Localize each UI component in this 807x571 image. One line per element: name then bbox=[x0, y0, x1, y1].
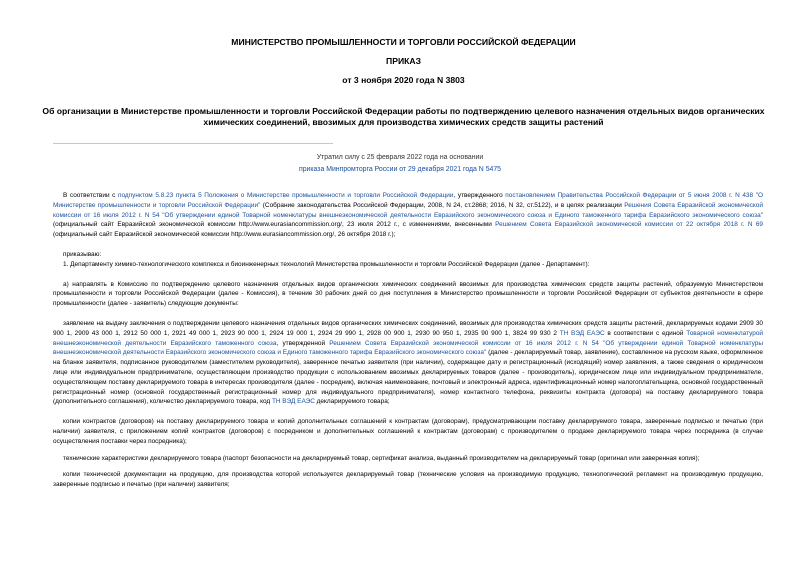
item-a: а) направлять в Комиссию по подтверждению целевого назначения отдельных видов органических химических соединений ввозимых для производства химических средств защиты растений, образуемую Министерством промышленности и торговли Российской Федерации (далее - Комиссия), в течение 30 рабочих дней со дня поступления в Министерство промышленности и торговли Российской Федерации от субъектов деятельности в сфере промышленности (далее - заявитель) следующие документы: bbox=[53, 280, 763, 308]
tn-ved-link-2[interactable]: ТН ВЭД ЕАЭС bbox=[271, 398, 315, 406]
order-word: приказываю: bbox=[63, 250, 102, 258]
copies-contracts-paragraph: копии контрактов (договоров) на поставку декларируемого товара и копий дополнительных соглашений к контрактам (договорам), предусматривающим поставку декларируемого товара, заверенные подписью и печатью (при наличии) заявителя, с приложением копий контрактов (договоров) с посредником и дополнительных соглашений к контрактам (договорам) с производителем о продаже декларируемого товара через посредника (в случае осуществления поставки через посредника); bbox=[53, 418, 763, 445]
status-note bbox=[200, 152, 600, 176]
government-decree-link[interactable]: постановлением Правительства Российской Федерации от 5 июня 2008 г. N 438 "О Министерстве промышленности и торговли Российской Федерации" bbox=[53, 192, 763, 209]
doc-date-number: от 3 ноября 2020 года N 3803 bbox=[342, 75, 465, 85]
application-paragraph: заявление на выдачу заключения о подтверждении целевого назначения отдельных видов органических химических соединений, ввозимых для производства химических средств защиты растений, декларируемых кодами 2909 30 900 1, 2909 43 000 1, 2912 50 000 1, 2921 49 000 1, 2923 90 000 1, 2924 19 000 1, 2924 29 990 1, 2928 00 900 1, 2930 90 950 1, 2935 90 900 1, 3824 99 930 2 ТН ВЭД ЕАЭС в соответствии с единой Товарной номенклатурой внешнеэкономической деятельности Евразийского таможенного союза, утвержденной Решением Совета Евразийской экономической комиссии от 16 июля 2012 г. N 54 "Об утверждении единой Товарной номенклатуры внешнеэкономической деятельности Евразийского экономического союза и Единого таможенного тарифа Евразийского экономического союза" (далее - декларируемый товар, заявление), составленное на русском языке, оформленное на бланке заявителя, подписанное руководителем (заместителем руководителя), заверенное печатью заявителя (при наличии), содержащее дату и регистрационный (исходящий) номер заявления, а также сведения о юридическом лице или индивидуальном предпринимателе, осуществляющем производство продукции с использованием ввозимых декларируемых товаров (далее - производитель), юридическом лице или индивидуальном предпринимателе, осуществляющем поставку декларируемого товара в интересах производителя (далее - посредник), включая наименование, почтовый и электронный адреса, идентификационный номер налогоплательщика, основной государственный регистрационный номер (основной государственный регистрационный номер для индивидуального предпринимателя), номер контактного телефона, реквизиты контракта (договора) на поставку декларируемого товара (дополнительного соглашения), количество декларируемого товара, код ТН ВЭД ЕАЭС декларируемого товара; bbox=[53, 319, 763, 406]
repeal-order-link[interactable]: приказа Минпромторга России от 29 декабря 2021 года N 5475 bbox=[298, 166, 502, 173]
status-note-text: Утратил силу с 25 февраля 2022 года на основании bbox=[316, 154, 484, 161]
eec-decision-link[interactable]: Решения Совета Евразийской экономической комиссии от 16 июля 2012 г. N 54 "Об утверждении единой Товарной номенклатуры внешнеэкономической деятельности Евразийского экономического союза и Единого таможенного тарифа Евразийского экономического союза" bbox=[53, 201, 763, 219]
commodity-nomenclature-link[interactable]: Товарной номенклатурой внешнеэкономической деятельности Евразийского таможенного союза bbox=[53, 329, 763, 347]
ministry-header: МИНИСТЕРСТВО ПРОМЫШЛЕННОСТИ И ТОРГОВЛИ РОССИЙСКОЙ ФЕДЕРАЦИИ bbox=[231, 37, 576, 47]
regulation-link[interactable]: подпунктом 5.8.23 пункта 5 Положения о Министерстве промышленности и торговли Российской Федерации bbox=[118, 192, 454, 199]
doc-title: Об организации в Министерстве промышленности и торговли Российской Федерации работы по подтверждению целевого назначения отдельных видов органических химических соединений, ввозимых для производства химических средств защиты растений bbox=[42, 106, 765, 127]
eec-amendment-link[interactable]: Решением Совета Евразийской экономической комиссии от 22 октября 2018 г. N 69 bbox=[495, 221, 763, 229]
preamble-paragraph: В соответствии с подпунктом 5.8.23 пункта 5 Положения о Министерстве промышленности и торговли Российской Федерации, утвержденного постановлением Правительства Российской Федерации от 5 июня 2008 г. N 438 "О Министерстве промышленности и торговли Российской Федерации" (Собрание законодательства Российской Федерации, 2008, N 24, ст.2868; 2016, N 32, ст.5122), и в целях реализации Решения Совета Евразийской экономической комиссии от 16 июля 2012 г. N 54 "Об утверждении единой Товарной номенклатуры внешнеэкономической деятельности Евразийского экономического союза и Единого таможенного тарифа Евразийского экономического союза" (официальный сайт Евразийской экономической комиссии http://www.eurasiancommission.org/, 23 июля 2012 г., с изменениями, внесенными Решением Совета Евразийской экономической комиссии от 22 октября 2018 г. N 69 (официальный сайт Евразийской экономической комиссии http://www.eurasiancommission.org/, 26 октября 2018 г.); bbox=[53, 192, 763, 239]
tech-docs-paragraph: копии технической документации на продукцию, для производства которой используется декларируемый товар (технические условия на производимую продукцию, технологический регламент на производимую продукцию, заверенные подписью и печатью (при наличии) заявителя; bbox=[53, 471, 763, 489]
tn-ved-link[interactable]: ТН ВЭД ЕАЭС bbox=[559, 329, 605, 337]
divider bbox=[53, 143, 333, 144]
eec-decision-link-2[interactable]: Решением Совета Евразийской экономической комиссии от 16 июля 2012 г. N 54 "Об утверждении единой Товарной номенклатуры внешнеэкономической деятельности Евразийского экономического союза и Единого таможенного тарифа Евразийского экономического союза" bbox=[53, 339, 763, 357]
tech-specs-paragraph: технические характеристики декларируемого товара (паспорт безопасности на декларируемый товар, сертификат анализа, выданный производителем на декларируемый товар (оригинал или заверенная копия); bbox=[63, 454, 700, 462]
item-1: 1. Департаменту химико-технологического комплекса и биоинженерных технологий Министерства промышленности и торговли Российской Федерации (далее - Департамент): bbox=[63, 260, 590, 268]
document-body bbox=[53, 191, 763, 490]
doc-type: ПРИКАЗ bbox=[386, 56, 421, 66]
